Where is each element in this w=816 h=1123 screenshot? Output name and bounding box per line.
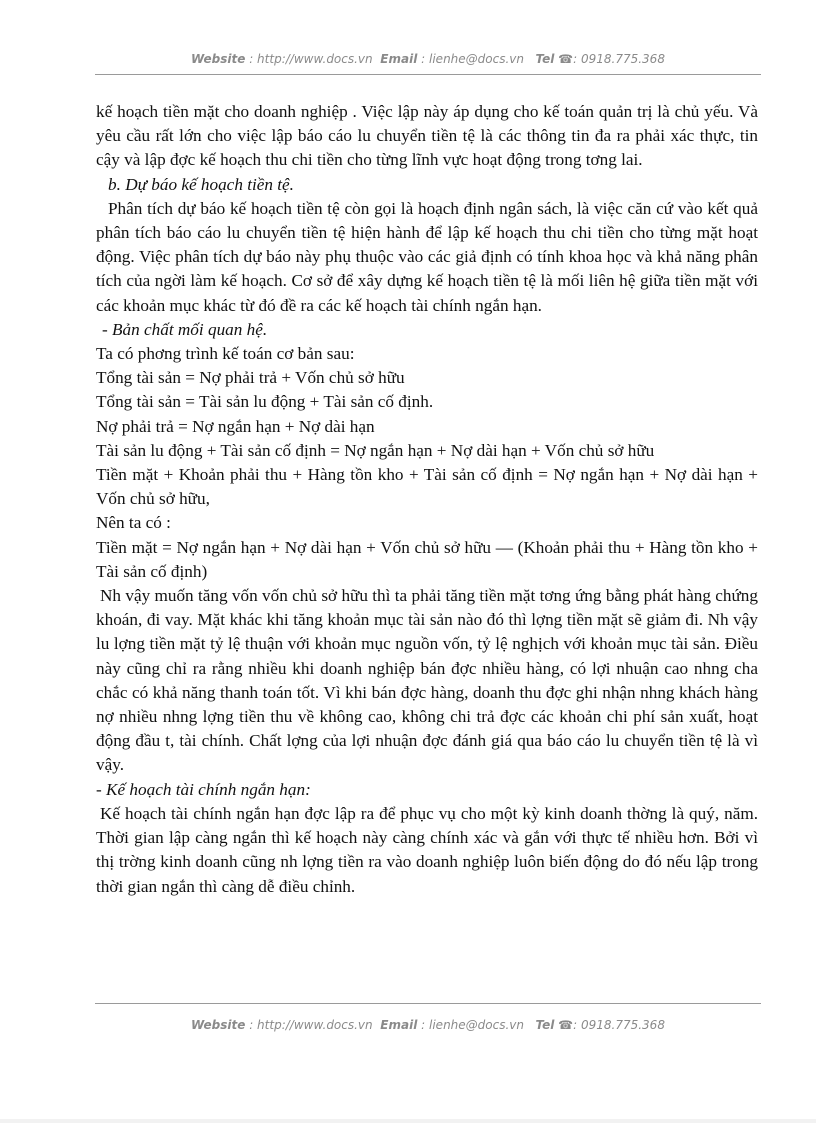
section-heading-forecast: b. Dự báo kế hoạch tiền tệ. [108,174,294,194]
equation-5: Tiền mặt + Khoản phải thu + Hàng tồn kho + Tài sản cố định = Nợ ngắn hạn + Nợ dài hạn + Vốn chủ sở hữu, [96,465,758,509]
equation-2: Tổng tài sản = Tài sản lu động + Tài sản cố định. [96,392,434,412]
equation-6: Tiền mặt = Nợ ngắn hạn + Nợ dài hạn + Vốn chủ sở hữu — (Khoản phải thu + Hàng tồn kho + Tài sản cố định) [96,537,758,581]
page-bottom-edge [0,1119,816,1123]
equation-conclusion-intro: Nên ta có : [96,513,171,533]
document-body [96,100,758,899]
header-website-value: : http://www.docs.vn [249,52,373,66]
footer-tel-value: ☎: 0918.775.368 [558,1018,665,1032]
section-heading-short-term-plan: - Kế hoạch tài chính ngắn hạn: [96,779,311,799]
section-heading-relationship: - Bản chất mối quan hệ. [102,319,268,339]
equation-4: Tài sản lu động + Tài sản cố định = Nợ ngắn hạn + Nợ dài hạn + Vốn chủ sở hữu [96,440,655,460]
footer-email-label: Email [380,1018,418,1032]
page-footer [95,1018,761,1032]
header-tel-value: ☎: 0918.775.368 [558,52,665,66]
paragraph-analysis: Nh vậy muốn tăng vốn vốn chủ sở hữu thì ta phải tăng tiền mặt tơng ứng bằng phát hàng chứng khoán, đi vay. Mặt khác khi tăng khoản mục tài sản nào đó thì lợng tiền mặt sẽ giảm đi. Nh vậy lu lợng tiền mặt tỷ lệ thuận với khoản mục nguồn vốn, tỷ lệ nghịch với khoản mục tài sản. Điều này cũng chỉ ra rằng nhiều khi doanh nghiệp bán đợc nhiều hàng, có lợi nhuận cao nhng cha chắc có khả năng thanh toán tốt. Vì khi bán đợc hàng, doanh thu đợc ghi nhận nhng khách hàng nợ nhiều nhng lợng tiền thu về không cao, không chi trả đợc các khoản chi phí sản xuất, hoạt động đầu t, tài chính. Chất lợng của lợi nhuận đợc đánh giá qua báo cáo lu chuyển tiền tệ là vì vậy. [96,586,758,775]
footer-tel-label: Tel [535,1018,555,1032]
header-email-value: : lienhe@docs.vn [421,52,524,66]
header-tel-label: Tel [535,52,555,66]
footer-website-value: : http://www.docs.vn [249,1018,373,1032]
paragraph-intro: kế hoạch tiền mặt cho doanh nghiệp . Việc lập này áp dụng cho kế toán quản trị là chủ yếu. Và yêu cầu rất lớn cho việc lập báo cáo lu chuyển tiền tệ là các thông tin đa ra phải xác thực, tin cậy và lập đợc kế hoạch thu chi tiền cho từng lĩnh vực hoạt động trong tơng lai. [96,102,758,170]
equation-intro: Ta có phơng trình kế toán cơ bản sau: [96,344,355,364]
header-website-label: Website [191,52,246,66]
paragraph-forecast: Phân tích dự báo kế hoạch tiền tệ còn gọi là hoạch định ngân sách, là việc căn cứ vào kết quả phân tích báo cáo lu chuyển tiền tệ hiện hành để lập kế hoạch thu chi tiền cho từng mặt hoạt động. Việc phân tích dự báo này phụ thuộc vào các giả định có tính khoa học và khả năng phân tích của ngời làm kế hoạch. Cơ sở để xây dựng kế hoạch tiền tệ là mối liên hệ giữa tiền mặt với các khoản mục khác từ đó đề ra các kế hoạch tài chính ngắn hạn. [96,198,758,315]
paragraph-short-term-plan: Kế hoạch tài chính ngắn hạn đợc lập ra để phục vụ cho một kỳ kinh doanh thờng là quý, năm. Thời gian lập càng ngắn thì kế hoạch này càng chính xác và gắn với thực tế nhiều hơn. Bởi vì thị trờng kinh doanh cũng nh lợng tiền ra vào doanh nghiệp luôn biến động do đó nếu lập trong thời gian ngắn thì càng dễ điều chỉnh. [96,803,758,896]
footer-website-label: Website [191,1018,246,1032]
page-header [95,52,761,66]
footer-email-value: : lienhe@docs.vn [421,1018,524,1032]
header-divider [95,74,761,75]
equation-3: Nợ phải trả = Nợ ngắn hạn + Nợ dài hạn [96,416,375,436]
equation-1: Tổng tài sản = Nợ phải trả + Vốn chủ sở hữu [96,368,405,388]
footer-divider [95,1003,761,1004]
header-email-label: Email [380,52,418,66]
